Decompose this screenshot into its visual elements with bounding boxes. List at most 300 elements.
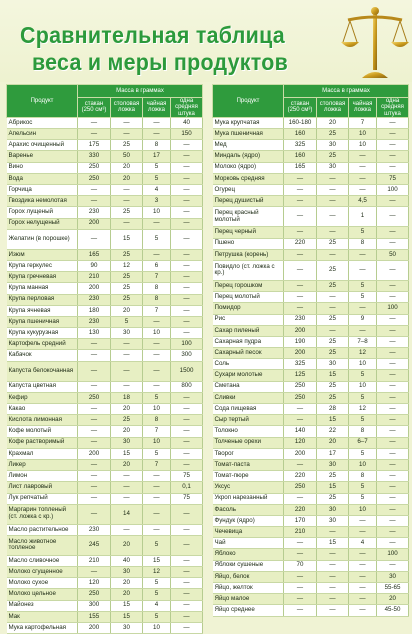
cup-cell: — bbox=[78, 196, 111, 207]
teaspoon-cell: — bbox=[143, 129, 171, 140]
teaspoon-cell: 5 bbox=[143, 229, 171, 249]
table-row bbox=[7, 600, 203, 611]
teaspoon-cell: 4 bbox=[349, 538, 377, 549]
piece-cell: — bbox=[377, 129, 409, 140]
product-cell: Молоко сгущенное bbox=[7, 567, 78, 578]
piece-cell: — bbox=[377, 140, 409, 151]
table-row bbox=[213, 504, 409, 515]
teaspoon-cell: — bbox=[349, 560, 377, 571]
column-header-teaspoon: чайная ложка bbox=[349, 98, 377, 118]
product-cell: Изюм bbox=[7, 249, 78, 260]
tablespoon-cell: 25 bbox=[111, 207, 143, 218]
product-cell: Кофе растворимый bbox=[7, 437, 78, 448]
tablespoon-cell: — bbox=[111, 524, 143, 535]
piece-cell: 100 bbox=[377, 303, 409, 314]
cup-cell: 250 bbox=[78, 173, 111, 184]
piece-cell: — bbox=[377, 448, 409, 459]
teaspoon-cell: — bbox=[143, 524, 171, 535]
piece-cell: — bbox=[171, 448, 203, 459]
table-row bbox=[213, 527, 409, 538]
piece-cell: — bbox=[171, 196, 203, 207]
piece-cell: — bbox=[377, 404, 409, 415]
tablespoon-cell: 30 bbox=[317, 515, 349, 526]
table-row bbox=[213, 185, 409, 196]
piece-cell: — bbox=[171, 316, 203, 327]
product-cell: Томат-паста bbox=[213, 459, 284, 470]
cup-cell: 120 bbox=[78, 578, 111, 589]
tablespoon-cell: 22 bbox=[317, 426, 349, 437]
tablespoon-cell: 17 bbox=[317, 448, 349, 459]
table-row bbox=[7, 426, 203, 437]
piece-cell: — bbox=[171, 140, 203, 151]
product-cell: Петрушка (корень) bbox=[213, 249, 284, 260]
tablespoon-cell: 20 bbox=[111, 305, 143, 316]
piece-cell: 300 bbox=[171, 350, 203, 361]
product-cell: Крупа перловая bbox=[7, 294, 78, 305]
teaspoon-cell: 10 bbox=[349, 381, 377, 392]
cup-cell: — bbox=[78, 129, 111, 140]
tablespoon-cell: 25 bbox=[317, 129, 349, 140]
table-row bbox=[7, 229, 203, 249]
cup-cell: — bbox=[78, 361, 111, 381]
product-cell: Молоко сухое bbox=[7, 578, 78, 589]
table-row bbox=[7, 535, 203, 555]
cup-cell: — bbox=[78, 381, 111, 392]
teaspoon-cell: 8 bbox=[349, 471, 377, 482]
product-cell: Перец душистый bbox=[213, 196, 284, 207]
teaspoon-cell: 6 bbox=[143, 260, 171, 271]
column-header-piece: одна средняя штука bbox=[171, 98, 203, 118]
piece-cell: — bbox=[377, 238, 409, 249]
cup-cell: 250 bbox=[78, 162, 111, 173]
teaspoon-cell: — bbox=[349, 185, 377, 196]
tablespoon-cell: 50 bbox=[111, 151, 143, 162]
product-cell: Яйцо, белок bbox=[213, 571, 284, 582]
product-cell: Перец горошком bbox=[213, 280, 284, 291]
cup-cell: 230 bbox=[284, 314, 317, 325]
teaspoon-cell: 7 bbox=[143, 305, 171, 316]
tablespoon-cell: — bbox=[111, 493, 143, 504]
teaspoon-cell: 10 bbox=[143, 328, 171, 339]
table-row bbox=[7, 524, 203, 535]
teaspoon-cell: 8 bbox=[143, 415, 171, 426]
piece-cell: — bbox=[377, 538, 409, 549]
table-row bbox=[7, 611, 203, 622]
product-cell: Варенье bbox=[7, 151, 78, 162]
tablespoon-cell: — bbox=[111, 350, 143, 361]
cup-cell: 200 bbox=[78, 448, 111, 459]
product-cell: Мука картофельная bbox=[7, 623, 78, 634]
cup-cell: 200 bbox=[78, 623, 111, 634]
piece-cell: — bbox=[377, 292, 409, 303]
cup-cell: 155 bbox=[78, 611, 111, 622]
product-cell: Фасоль bbox=[213, 504, 284, 515]
piece-cell: — bbox=[377, 493, 409, 504]
cup-cell: — bbox=[284, 292, 317, 303]
cup-cell: 250 bbox=[284, 482, 317, 493]
piece-cell: 30 bbox=[377, 571, 409, 582]
cup-cell: — bbox=[284, 594, 317, 605]
tablespoon-cell: 25 bbox=[111, 249, 143, 260]
teaspoon-cell: — bbox=[349, 605, 377, 616]
tablespoon-cell: — bbox=[317, 227, 349, 238]
piece-cell: — bbox=[171, 524, 203, 535]
cup-cell: — bbox=[284, 583, 317, 594]
teaspoon-cell: — bbox=[143, 218, 171, 229]
teaspoon-cell: 5 bbox=[349, 292, 377, 303]
tablespoon-cell: 25 bbox=[317, 260, 349, 280]
product-cell: Перец черный bbox=[213, 227, 284, 238]
teaspoon-cell: 10 bbox=[349, 359, 377, 370]
piece-cell: — bbox=[377, 426, 409, 437]
table-row bbox=[7, 415, 203, 426]
tablespoon-cell: 28 bbox=[317, 404, 349, 415]
tablespoon-cell: 25 bbox=[317, 280, 349, 291]
tablespoon-cell: 25 bbox=[111, 140, 143, 151]
tablespoon-cell: 30 bbox=[111, 437, 143, 448]
teaspoon-cell: 10 bbox=[349, 459, 377, 470]
piece-cell: — bbox=[377, 504, 409, 515]
teaspoon-cell: — bbox=[349, 594, 377, 605]
tablespoon-cell: — bbox=[111, 381, 143, 392]
tablespoon-cell: — bbox=[111, 117, 143, 128]
teaspoon-cell: 10 bbox=[143, 207, 171, 218]
cup-cell: 230 bbox=[78, 316, 111, 327]
cup-cell: — bbox=[78, 404, 111, 415]
product-cell: Капуста белокочанная bbox=[7, 361, 78, 381]
tablespoon-cell: — bbox=[111, 196, 143, 207]
teaspoon-cell: — bbox=[349, 571, 377, 582]
cup-cell: — bbox=[78, 471, 111, 482]
table-row bbox=[213, 493, 409, 504]
product-cell: Яйцо среднее bbox=[213, 605, 284, 616]
cup-cell: 210 bbox=[78, 272, 111, 283]
teaspoon-cell: 8 bbox=[143, 294, 171, 305]
cup-cell: 250 bbox=[78, 392, 111, 403]
piece-cell: — bbox=[171, 426, 203, 437]
teaspoon-cell: — bbox=[349, 549, 377, 560]
teaspoon-cell: 7–8 bbox=[349, 336, 377, 347]
table-row bbox=[213, 238, 409, 249]
product-cell: Сахарная пудра bbox=[213, 336, 284, 347]
weights-table-right bbox=[212, 84, 409, 617]
tablespoon-cell: — bbox=[111, 361, 143, 381]
piece-cell: — bbox=[171, 305, 203, 316]
tablespoon-cell: — bbox=[111, 471, 143, 482]
teaspoon-cell: 10 bbox=[349, 140, 377, 151]
product-cell: Морковь средняя bbox=[213, 173, 284, 184]
teaspoon-cell: 8 bbox=[143, 283, 171, 294]
cup-cell: — bbox=[284, 260, 317, 280]
table-row bbox=[7, 392, 203, 403]
product-cell: Картофель средний bbox=[7, 339, 78, 350]
tablespoon-cell: 20 bbox=[111, 589, 143, 600]
piece-cell: — bbox=[171, 392, 203, 403]
piece-cell: — bbox=[171, 555, 203, 566]
piece-cell: — bbox=[171, 173, 203, 184]
cup-cell: 160-180 bbox=[284, 117, 317, 128]
product-cell: Повидло (ст. ложка с кр.) bbox=[213, 260, 284, 280]
product-cell: Масло растительное bbox=[7, 524, 78, 535]
product-cell: Мука крупчатая bbox=[213, 117, 284, 128]
tablespoon-cell: — bbox=[317, 185, 349, 196]
tablespoon-cell: — bbox=[317, 303, 349, 314]
cup-cell: — bbox=[78, 459, 111, 470]
teaspoon-cell: 9 bbox=[349, 314, 377, 325]
cup-cell: — bbox=[78, 339, 111, 350]
table-row bbox=[213, 538, 409, 549]
table-row bbox=[213, 471, 409, 482]
cup-cell: — bbox=[284, 493, 317, 504]
tablespoon-cell: 20 bbox=[111, 578, 143, 589]
product-cell: Уксус bbox=[213, 482, 284, 493]
piece-cell: — bbox=[377, 415, 409, 426]
piece-cell: — bbox=[171, 328, 203, 339]
table-row bbox=[213, 303, 409, 314]
table-row bbox=[7, 578, 203, 589]
teaspoon-cell: — bbox=[143, 504, 171, 524]
teaspoon-cell: 5 bbox=[349, 448, 377, 459]
teaspoon-cell: — bbox=[143, 316, 171, 327]
table-row bbox=[7, 381, 203, 392]
tablespoon-cell: 20 bbox=[111, 459, 143, 470]
table-row bbox=[213, 227, 409, 238]
table-row bbox=[7, 162, 203, 173]
teaspoon-cell: 5 bbox=[143, 578, 171, 589]
product-cell: Чай bbox=[213, 538, 284, 549]
piece-cell: — bbox=[171, 589, 203, 600]
column-header-tablespoon: столовая ложка bbox=[111, 98, 143, 118]
table-row bbox=[213, 426, 409, 437]
teaspoon-cell: — bbox=[349, 527, 377, 538]
piece-cell: — bbox=[171, 207, 203, 218]
teaspoon-cell: 4 bbox=[143, 600, 171, 611]
product-cell: Кефир bbox=[7, 392, 78, 403]
column-header-tablespoon: столовая ложка bbox=[317, 98, 349, 118]
cup-cell: 165 bbox=[78, 249, 111, 260]
teaspoon-cell: 17 bbox=[143, 151, 171, 162]
table-row bbox=[7, 305, 203, 316]
teaspoon-cell: — bbox=[349, 249, 377, 260]
teaspoon-cell: 10 bbox=[349, 504, 377, 515]
product-cell: Сметана bbox=[213, 381, 284, 392]
table-row bbox=[7, 283, 203, 294]
table-row bbox=[213, 594, 409, 605]
teaspoon-cell: 12 bbox=[143, 567, 171, 578]
tablespoon-cell: — bbox=[317, 325, 349, 336]
piece-cell: — bbox=[377, 162, 409, 173]
piece-cell: — bbox=[171, 283, 203, 294]
cup-cell: — bbox=[78, 229, 111, 249]
piece-cell: — bbox=[377, 459, 409, 470]
cup-cell: — bbox=[284, 404, 317, 415]
table-row bbox=[7, 140, 203, 151]
table-row bbox=[213, 314, 409, 325]
product-cell: Крупа гречневая bbox=[7, 272, 78, 283]
product-cell: Мука пшеничная bbox=[213, 129, 284, 140]
table-row bbox=[213, 583, 409, 594]
teaspoon-cell: — bbox=[349, 325, 377, 336]
piece-cell: — bbox=[377, 482, 409, 493]
tablespoon-cell: 15 bbox=[111, 229, 143, 249]
tablespoon-cell: 25 bbox=[111, 272, 143, 283]
teaspoon-cell: — bbox=[349, 162, 377, 173]
cup-cell: — bbox=[78, 185, 111, 196]
table-row bbox=[213, 370, 409, 381]
piece-cell: 20 bbox=[377, 594, 409, 605]
table-row bbox=[7, 117, 203, 128]
tablespoon-cell: 30 bbox=[111, 567, 143, 578]
teaspoon-cell: 12 bbox=[349, 348, 377, 359]
teaspoon-cell: 4 bbox=[143, 185, 171, 196]
piece-cell: — bbox=[171, 504, 203, 524]
weights-table-left bbox=[6, 84, 203, 634]
product-cell: Горчица bbox=[7, 185, 78, 196]
piece-cell: — bbox=[171, 294, 203, 305]
teaspoon-cell: 5 bbox=[349, 415, 377, 426]
piece-cell: — bbox=[377, 117, 409, 128]
piece-cell: — bbox=[171, 415, 203, 426]
table-row bbox=[213, 605, 409, 616]
tablespoon-cell: 25 bbox=[317, 493, 349, 504]
piece-cell: 100 bbox=[377, 185, 409, 196]
tablespoon-cell: — bbox=[111, 339, 143, 350]
piece-cell: — bbox=[377, 515, 409, 526]
tablespoon-cell: 25 bbox=[317, 314, 349, 325]
piece-cell: — bbox=[377, 336, 409, 347]
cup-cell: 200 bbox=[284, 448, 317, 459]
table-row bbox=[7, 151, 203, 162]
cup-cell: 125 bbox=[284, 370, 317, 381]
product-cell: Маргарин топленый (ст. ложка с кр.) bbox=[7, 504, 78, 524]
piece-cell: — bbox=[377, 471, 409, 482]
product-cell: Творог bbox=[213, 448, 284, 459]
teaspoon-cell: 5 bbox=[143, 589, 171, 600]
table-row bbox=[7, 260, 203, 271]
product-cell: Какао bbox=[7, 404, 78, 415]
tablespoon-cell: — bbox=[317, 196, 349, 207]
cup-cell: 165 bbox=[284, 162, 317, 173]
product-cell: Кислота лимонная bbox=[7, 415, 78, 426]
cup-cell: 330 bbox=[78, 151, 111, 162]
table-row bbox=[213, 560, 409, 571]
tablespoon-cell: 14 bbox=[111, 504, 143, 524]
product-cell: Огурец bbox=[213, 185, 284, 196]
product-cell: Желатин (в порошке) bbox=[7, 229, 78, 249]
teaspoon-cell: 8 bbox=[349, 238, 377, 249]
piece-cell: — bbox=[377, 260, 409, 280]
table-row bbox=[213, 549, 409, 560]
teaspoon-cell: 6–7 bbox=[349, 437, 377, 448]
tablespoon-cell: — bbox=[317, 605, 349, 616]
product-cell: Крупа манная bbox=[7, 283, 78, 294]
cup-cell: 170 bbox=[284, 515, 317, 526]
tablespoon-cell: 25 bbox=[317, 381, 349, 392]
tablespoon-cell: 30 bbox=[111, 328, 143, 339]
cup-cell: 190 bbox=[284, 336, 317, 347]
column-header-mass: Масса в граммах bbox=[284, 85, 409, 98]
piece-cell: — bbox=[171, 185, 203, 196]
tablespoon-cell: 30 bbox=[317, 504, 349, 515]
table-row bbox=[7, 504, 203, 524]
teaspoon-cell: — bbox=[349, 583, 377, 594]
table-row bbox=[213, 325, 409, 336]
cup-cell: — bbox=[284, 196, 317, 207]
column-header-teaspoon: чайная ложка bbox=[143, 98, 171, 118]
table-row bbox=[213, 359, 409, 370]
table-row bbox=[213, 117, 409, 128]
tablespoon-cell: 15 bbox=[317, 370, 349, 381]
teaspoon-cell: 7 bbox=[349, 117, 377, 128]
cup-cell: 160 bbox=[284, 129, 317, 140]
piece-cell: 150 bbox=[171, 129, 203, 140]
table-row bbox=[7, 350, 203, 361]
cup-cell: 220 bbox=[284, 471, 317, 482]
table-row bbox=[213, 140, 409, 151]
cup-cell: 180 bbox=[78, 305, 111, 316]
cup-cell: 200 bbox=[78, 283, 111, 294]
piece-cell: 50 bbox=[377, 249, 409, 260]
piece-cell: — bbox=[171, 567, 203, 578]
table-row bbox=[7, 294, 203, 305]
piece-cell: 1500 bbox=[171, 361, 203, 381]
piece-cell: — bbox=[171, 459, 203, 470]
cup-cell: 175 bbox=[78, 140, 111, 151]
cup-cell: — bbox=[284, 459, 317, 470]
cup-cell: 160 bbox=[284, 151, 317, 162]
tablespoon-cell: 15 bbox=[111, 600, 143, 611]
teaspoon-cell: — bbox=[143, 339, 171, 350]
cup-cell: — bbox=[284, 249, 317, 260]
product-cell: Вино bbox=[7, 162, 78, 173]
product-cell: Лук репчатый bbox=[7, 493, 78, 504]
teaspoon-cell: 5 bbox=[143, 392, 171, 403]
tablespoon-cell: 25 bbox=[317, 151, 349, 162]
teaspoon-cell: — bbox=[143, 482, 171, 493]
piece-cell: — bbox=[377, 437, 409, 448]
table-row bbox=[7, 459, 203, 470]
table-row bbox=[7, 328, 203, 339]
cup-cell: 325 bbox=[284, 140, 317, 151]
teaspoon-cell: 1 bbox=[349, 207, 377, 227]
scales-icon bbox=[340, 4, 410, 80]
product-cell: Сода пищевая bbox=[213, 404, 284, 415]
tablespoon-cell: 15 bbox=[317, 415, 349, 426]
teaspoon-cell: 10 bbox=[349, 129, 377, 140]
tablespoon-cell: 20 bbox=[111, 535, 143, 555]
table-row bbox=[7, 249, 203, 260]
tablespoon-cell: 25 bbox=[111, 283, 143, 294]
cup-cell: 70 bbox=[284, 560, 317, 571]
piece-cell: — bbox=[377, 314, 409, 325]
cup-cell: 210 bbox=[284, 527, 317, 538]
column-header-piece: одна средняя штука bbox=[377, 98, 409, 118]
product-cell: Кофе молотый bbox=[7, 426, 78, 437]
product-cell: Укроп нарезанный bbox=[213, 493, 284, 504]
cup-cell: — bbox=[78, 567, 111, 578]
table-row bbox=[7, 555, 203, 566]
teaspoon-cell: 5 bbox=[143, 611, 171, 622]
teaspoon-cell: 8 bbox=[349, 426, 377, 437]
piece-cell: 75 bbox=[171, 493, 203, 504]
cup-cell: 200 bbox=[78, 218, 111, 229]
product-cell: Чечевица bbox=[213, 527, 284, 538]
tablespoon-cell: — bbox=[317, 207, 349, 227]
cup-cell: 140 bbox=[284, 426, 317, 437]
teaspoon-cell: — bbox=[143, 381, 171, 392]
table-row bbox=[213, 336, 409, 347]
tablespoon-cell: 30 bbox=[317, 459, 349, 470]
